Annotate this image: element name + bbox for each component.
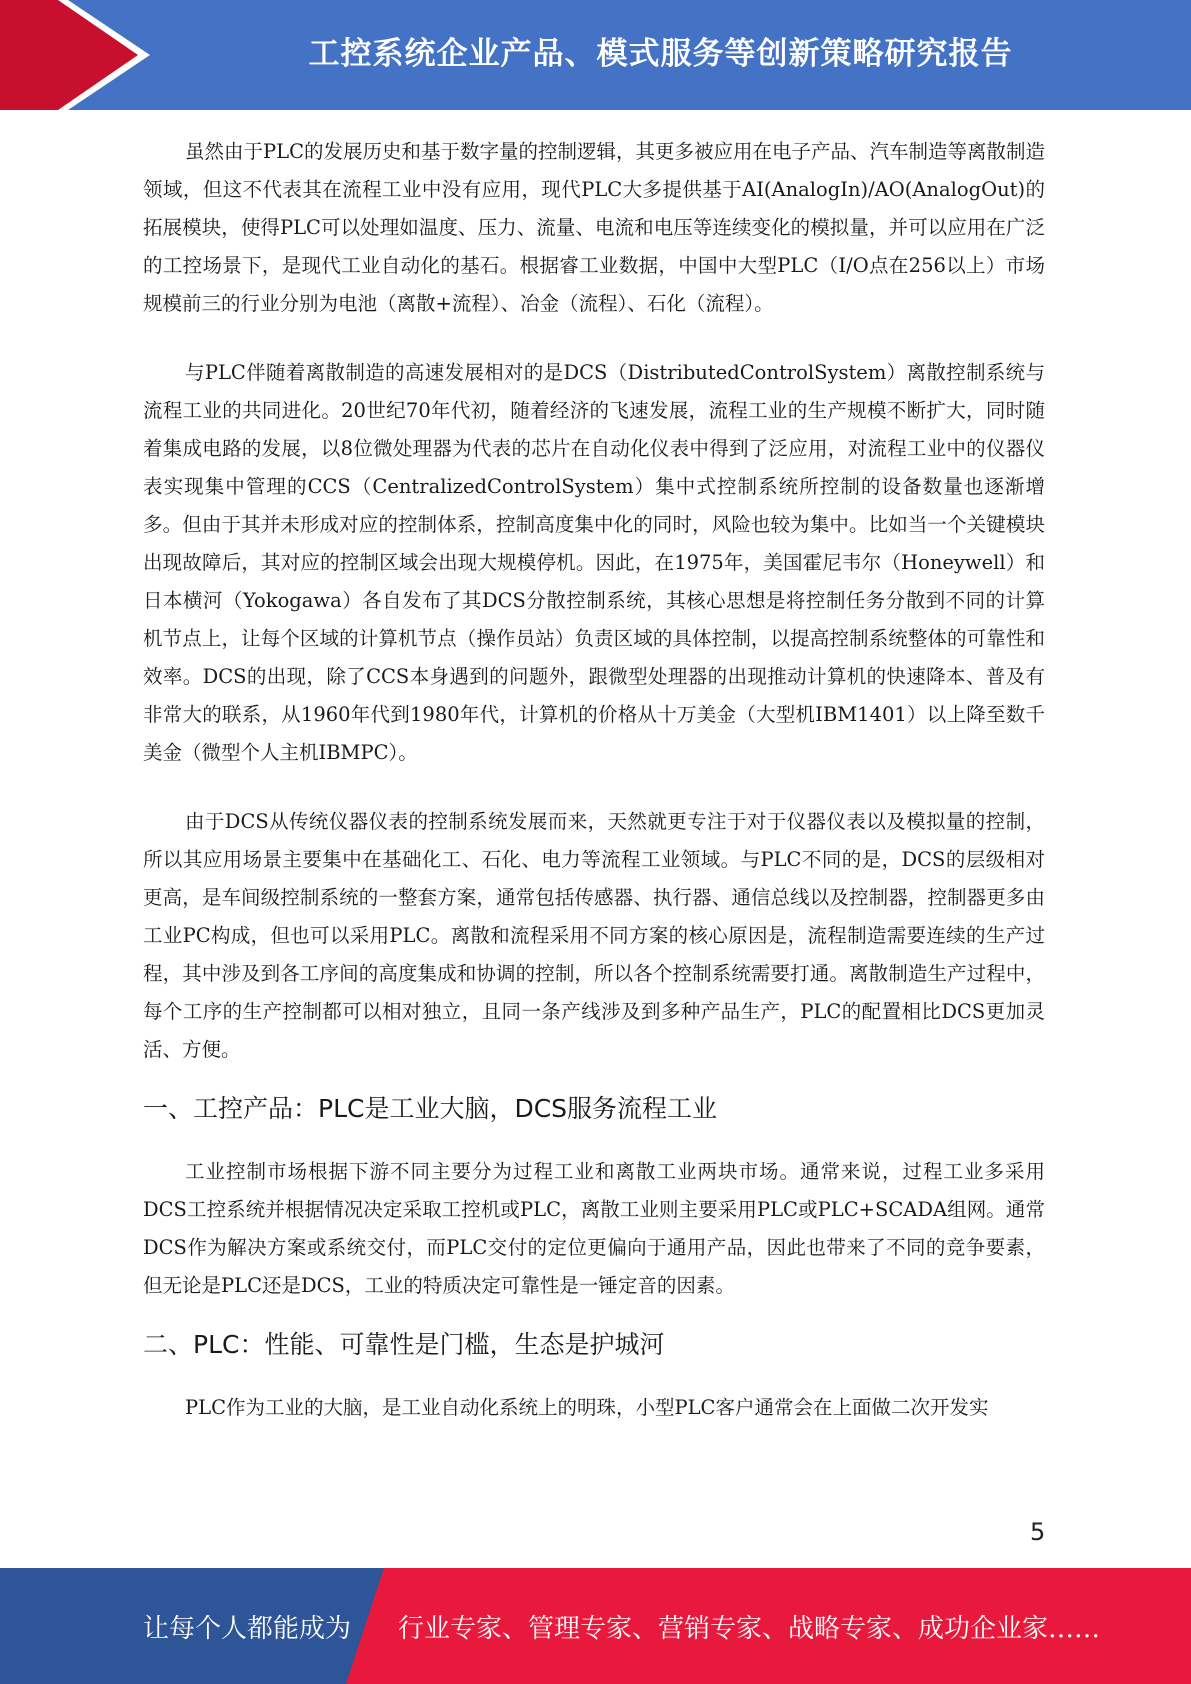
paragraph-market-split: 工业控制市场根据下游不同主要分为过程工业和离散工业两块市场。通常来说，过程工业多采用DCS工控系统并根据情况决定采取工控机或PLC，离散工业则主要采用PLC或PLC+SCADA组网。通常DCS作为解决方案或系统交付，而PLC交付的定位更偏向于通用产品，因此也带来了不同的竞争要素，但无论是PLC还是DCS，工业的特质决定可靠性是一锤定音的因素。 xyxy=(143,1160,1045,1297)
page-footer xyxy=(0,1568,1191,1684)
paragraph-dcs-history: 与PLC伴随着离散制造的高速发展相对的是DCS（DistributedControlSystem）离散控制系统与流程工业的共同进化。20世纪70年代初，随着经济的飞速发展，流程工业的生产规模不断扩大，同时随着集成电路的发展，以8位微处理器为代表的芯片在自动化仪表中得到了泛应用，对流程工业中的仪器仪表实现集中管理的CCS（CentralizedControlSystem）集中式控制系统所控制的设备数量也逐渐增多。但由于其并未形成对应的控制体系，控制高度集中化的同时，风险也较为集中。比如当一个关键模块出现故障后，其对应的控制区域会出现大规模停机。因此，在1975年，美国霍尼韦尔（Honeywell）和日本横河（Yokogawa）各自发布了其DCS分散控制系统，其核心思想是将控制任务分散到不同的计算机节点上，让每个区域的计算机节点（操作员站）负责区域的具体控制，以提高控制系统整体的可靠性和效率。DCS的出现，除了CCS本身遇到的问题外，跟微型处理器的出现推动计算机的快速降本、普及有非常大的联系，从1960年代到1980年代，计算机的价格从十万美金（大型机IBM1401）以上降至数千美金（微型个人主机IBMPC）。 xyxy=(143,361,1045,764)
footer-slogan-right: 行业专家、管理专家、营销专家、战略专家、成功企业家…… xyxy=(398,1613,1101,1644)
paragraph-plc-applications: 虽然由于PLC的发展历史和基于数字量的控制逻辑，其更多被应用在电子产品、汽车制造等离散制造领域，但这不代表其在流程工业中没有应用，现代PLC大多提供基于AI(AnalogIn)/AO(AnalogOut)的拓展模块，使得PLC可以处理如温度、压力、流量、电流和电压等连续变化的模拟量，并可以应用在广泛的工控场景下，是现代工业自动化的基石。根据睿工业数据，中国中大型PLC（I/O点在256以上）市场规模前三的行业分别为电池（离散+流程）、冶金（流程）、石化（流程）。 xyxy=(143,140,1045,315)
document-body xyxy=(143,133,1045,1427)
footer-slogan-left: 让每个人都能成为 xyxy=(143,1613,352,1644)
report-title: 工控系统企业产品、模式服务等创新策略研究报告 xyxy=(308,35,1013,72)
page-header xyxy=(0,0,1191,110)
paragraph-dcs-vs-plc: 由于DCS从传统仪器仪表的控制系统发展而来，天然就更专注于对于仪器仪表以及模拟量的控制，所以其应用场景主要集中在基础化工、石化、电力等流程工业领域。与PLC不同的是，DCS的层级相对更高，是车间级控制系统的一整套方案，通常包括传感器、执行器、通信总线以及控制器，控制器更多由工业PC构成，但也可以采用PLC。离散和流程采用不同方案的核心原因是，流程制造需要连续的生产过程，其中涉及到各工序间的高度集成和协调的控制，所以各个控制系统需要打通。离散制造生产过程中，每个工序的生产控制都可以相对独立，且同一条产线涉及到多种产品生产，PLC的配置相比DCS更加灵活、方便。 xyxy=(143,810,1045,1061)
section-heading-1: 一、工控产品：PLC是工业大脑，DCS服务流程工业 xyxy=(143,1094,718,1123)
paragraph-plc-intro: PLC作为工业的大脑，是工业自动化系统上的明珠，小型PLC客户通常会在上面做二次开发实 xyxy=(185,1396,989,1419)
page-number: 5 xyxy=(1030,1518,1046,1546)
section-heading-2: 二、PLC：性能、可靠性是门槛，生态是护城河 xyxy=(143,1330,665,1359)
